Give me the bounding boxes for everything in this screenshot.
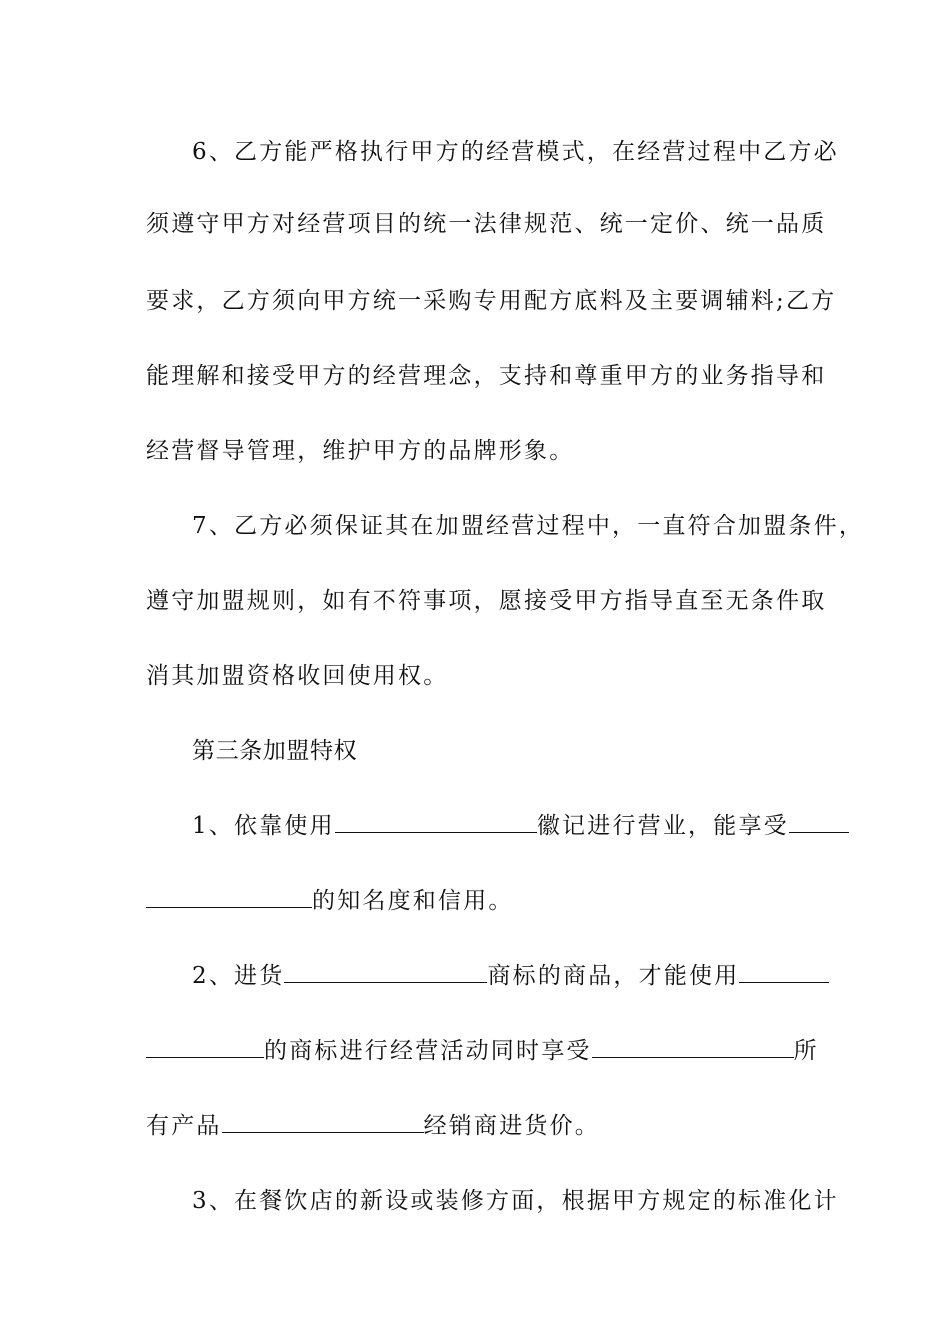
clause-2-text-a: 2、进货 bbox=[192, 963, 285, 989]
clause-2-line-2 bbox=[146, 1035, 819, 1067]
fill-in-blank[interactable] bbox=[222, 1112, 424, 1133]
paragraph-7-line-1: 7、乙方必须保证其在加盟经营过程中，一直符合加盟条件， bbox=[192, 513, 865, 539]
clause-1-text-a: 1、依靠使用 bbox=[192, 813, 335, 839]
clause-2-line-1 bbox=[192, 960, 816, 992]
paragraph-7-line-3: 消其加盟资格收回使用权。 bbox=[146, 663, 449, 689]
clause-2-text-f: 经销商进货价。 bbox=[423, 1113, 601, 1139]
clause-3-line-1: 3、在餐饮店的新设或装修方面，根据甲方规定的标准化计 bbox=[192, 1188, 839, 1214]
paragraph-6-line-1: 6、乙方能严格执行甲方的经营模式，在经营过程中乙方必 bbox=[192, 139, 839, 165]
paragraph-7-line-2: 遵守加盟规则，如有不符事项，愿接受甲方指导直至无条件取 bbox=[146, 588, 827, 614]
fill-in-blank[interactable] bbox=[284, 962, 487, 983]
clause-2-line-3 bbox=[146, 1110, 816, 1142]
fill-in-blank[interactable] bbox=[789, 812, 849, 833]
clause-2-text-e: 有产品 bbox=[146, 1113, 222, 1139]
clause-1-text-c: 的知名度和信用。 bbox=[312, 888, 514, 914]
paragraph-6-line-3: 要求，乙方须向甲方统一采购专用配方底料及主要调辅料;乙方 bbox=[146, 288, 837, 314]
clause-1-line-2 bbox=[146, 885, 816, 917]
fill-in-blank[interactable] bbox=[739, 962, 829, 983]
fill-in-blank[interactable] bbox=[146, 887, 312, 908]
fill-in-blank[interactable] bbox=[592, 1037, 794, 1058]
fill-in-blank[interactable] bbox=[335, 812, 537, 833]
paragraph-6-line-5: 经营督导管理，维护甲方的品牌形象。 bbox=[146, 438, 575, 464]
clause-2-text-b: 商标的商品，才能使用 bbox=[487, 963, 740, 989]
clause-1-line-1 bbox=[192, 810, 816, 842]
fill-in-blank[interactable] bbox=[146, 1037, 264, 1058]
clause-2-text-c: 的商标进行经营活动同时享受 bbox=[264, 1038, 592, 1064]
clause-1-text-b: 徽记进行营业，能享受 bbox=[536, 813, 789, 839]
clause-2-text-d: 所 bbox=[793, 1038, 819, 1064]
section-heading-article-3: 第三条加盟特权 bbox=[192, 738, 358, 764]
paragraph-6-line-4: 能理解和接受甲方的经营理念，支持和尊重甲方的业务指导和 bbox=[146, 363, 827, 389]
paragraph-6-line-2: 须遵守甲方对经营项目的统一法律规范、统一定价、统一品质 bbox=[146, 211, 827, 237]
